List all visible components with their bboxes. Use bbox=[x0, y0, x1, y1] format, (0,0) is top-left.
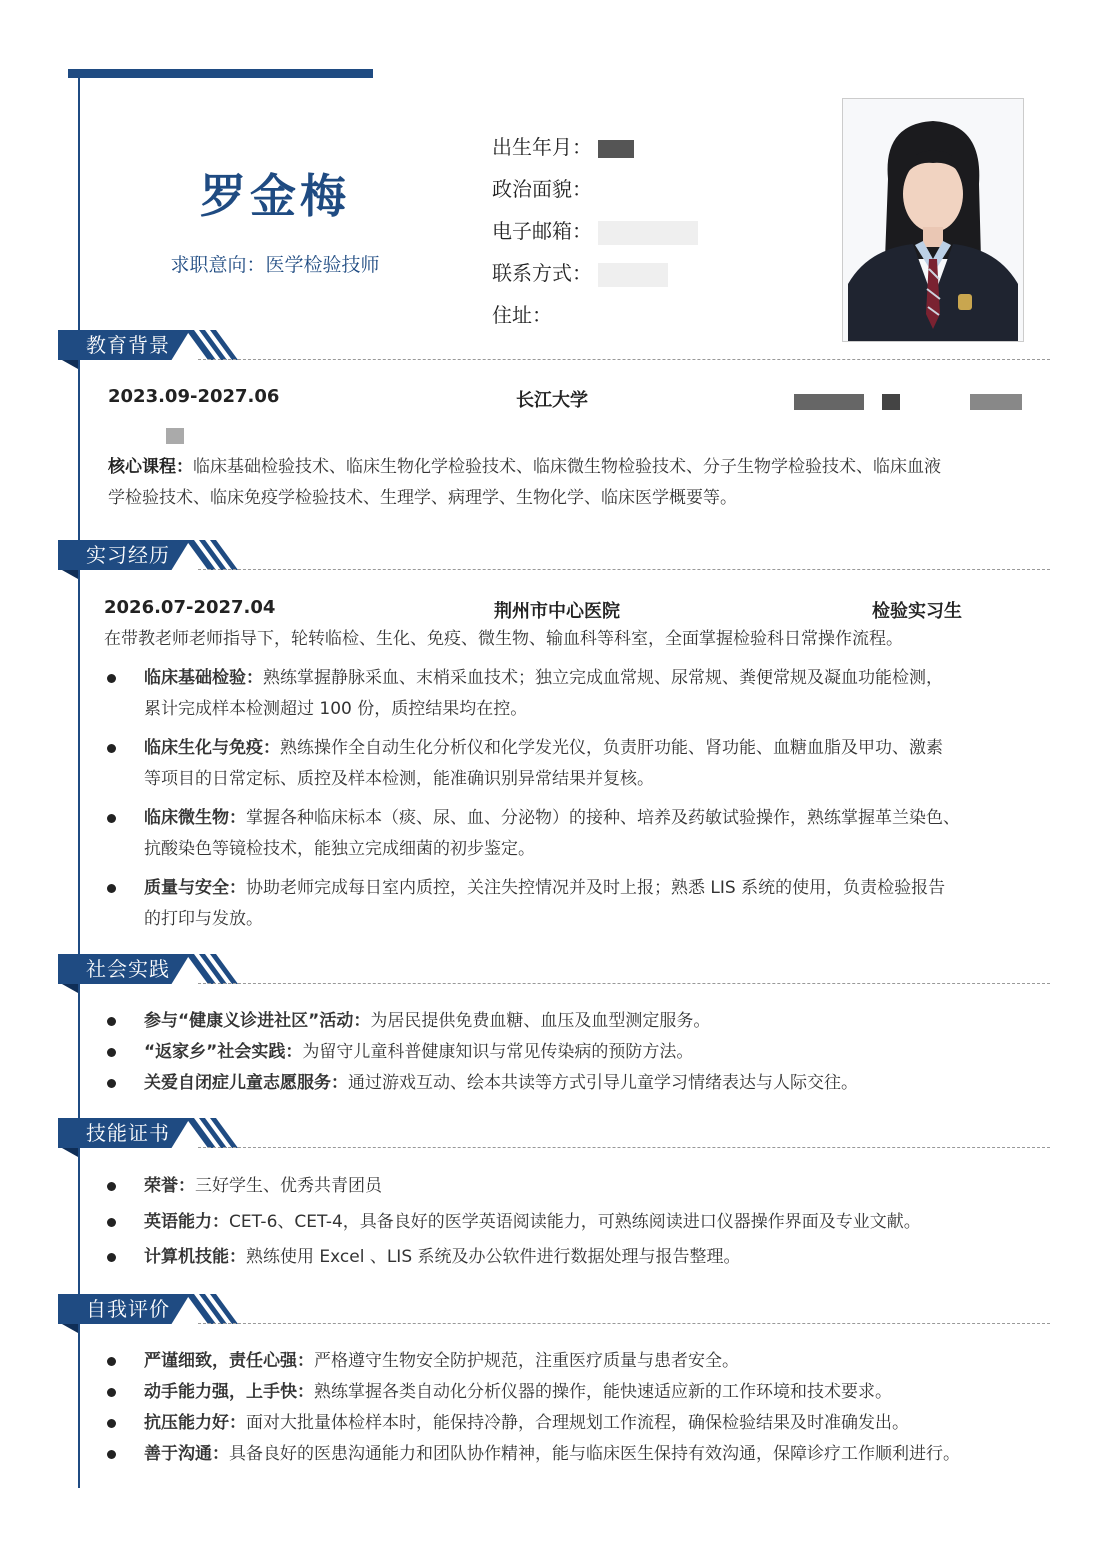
section-notch bbox=[62, 1148, 78, 1157]
courses-line1: 临床基础检验技术、临床生物化学检验技术、临床微生物检验技术、分子生物学检验技术、临床血液 bbox=[193, 457, 941, 477]
bullet-dot bbox=[107, 1388, 116, 1397]
item-label: 严谨细致，责任心强： bbox=[144, 1351, 314, 1371]
intern-summary: 在带教老师老师指导下，轮转临检、生化、免疫、微生物、输血科等科室，全面掌握检验科日常操作流程。 bbox=[104, 629, 903, 649]
info-phone-label: 联系方式： bbox=[492, 261, 592, 285]
intern-item-biochem bbox=[144, 733, 1044, 795]
social-item bbox=[144, 1068, 1044, 1099]
item-text: 熟练掌握各类自动化分析仪器的操作，能快速适应新的工作环境和技术要求。 bbox=[314, 1382, 892, 1402]
item-label: 临床基础检验： bbox=[144, 668, 263, 688]
bullet-dot bbox=[107, 1253, 116, 1262]
section-divider bbox=[198, 1147, 1050, 1148]
courses-label: 核心课程： bbox=[108, 457, 193, 477]
item-label: 临床生化与免疫： bbox=[144, 738, 280, 758]
bullet-dot bbox=[107, 744, 116, 753]
job-objective: 求职意向：医学检验技师 bbox=[170, 254, 380, 276]
item-text: 为居民提供免费血糖、血压及血型测定服务。 bbox=[370, 1011, 711, 1031]
item-label: 动手能力强，上手快： bbox=[144, 1382, 314, 1402]
section-internship bbox=[58, 540, 1050, 580]
info-email-label: 电子邮箱： bbox=[492, 219, 592, 243]
item-label: 质量与安全： bbox=[144, 878, 246, 898]
bullet-dot bbox=[107, 1357, 116, 1366]
item-label: 参与“健康义诊进社区”活动： bbox=[144, 1011, 371, 1031]
section-divider bbox=[198, 1323, 1050, 1324]
social-item bbox=[144, 1006, 1044, 1037]
section-stripes bbox=[186, 1294, 242, 1324]
courses-line2: 学检验技术、临床免疫学检验技术、生理学、病理学、生物化学、临床医学概要等。 bbox=[108, 488, 737, 508]
edu-courses bbox=[108, 452, 1048, 514]
redacted-major bbox=[794, 394, 864, 410]
item-label: 荣誉： bbox=[144, 1176, 195, 1196]
item-text: 熟练使用 Excel 、LIS 系统及办公软件进行数据处理与报告整理。 bbox=[246, 1247, 741, 1267]
bullet-dot bbox=[107, 1218, 116, 1227]
section-notch bbox=[62, 360, 78, 369]
bullet-dot bbox=[107, 1182, 116, 1191]
item-line1: 熟练操作全自动生化分析仪和化学发光仪，负责肝功能、肾功能、血糖血脂及甲功、激素 bbox=[280, 738, 943, 758]
item-label: 临床微生物： bbox=[144, 808, 246, 828]
info-birth bbox=[492, 130, 698, 172]
profile-photo bbox=[842, 98, 1024, 342]
info-birth-label: 出生年月： bbox=[492, 135, 592, 159]
item-label: 英语能力： bbox=[144, 1212, 229, 1232]
redacted-phone bbox=[598, 263, 668, 287]
redacted-email bbox=[598, 221, 698, 245]
section-title: 技能证书 bbox=[86, 1121, 170, 1145]
info-political bbox=[492, 172, 698, 214]
item-text: 面对大批量体检样本时，能保持冷静，合理规划工作流程，确保检验结果及时准确发出。 bbox=[246, 1413, 909, 1433]
bullet-dot bbox=[107, 1450, 116, 1459]
section-stripes bbox=[186, 330, 242, 360]
section-social bbox=[58, 954, 1050, 994]
intern-org: 荆州市中心医院 bbox=[494, 601, 620, 622]
item-line1: 掌握各种临床标本（痰、尿、血、分泌物）的接种、培养及药敏试验操作，熟练掌握革兰染色、 bbox=[246, 808, 960, 828]
item-label: 抗压能力好： bbox=[144, 1413, 246, 1433]
top-accent-bar bbox=[68, 69, 373, 78]
item-line2: 累计完成样本检测超过 100 份，质控结果均在控。 bbox=[144, 699, 528, 719]
info-phone bbox=[492, 256, 698, 298]
bullet-dot bbox=[107, 1048, 116, 1057]
bullet-dot bbox=[107, 814, 116, 823]
self-item bbox=[144, 1346, 1064, 1377]
bullet-dot bbox=[107, 1079, 116, 1088]
personal-info bbox=[492, 130, 698, 340]
bullet-dot bbox=[107, 1017, 116, 1026]
bullet-dot bbox=[107, 1419, 116, 1428]
skill-item bbox=[144, 1171, 1044, 1202]
item-line2: 抗酸染色等镜检技术，能独立完成细菌的初步鉴定。 bbox=[144, 839, 535, 859]
intern-role: 检验实习生 bbox=[872, 601, 962, 622]
self-item bbox=[144, 1377, 1064, 1408]
section-self bbox=[58, 1294, 1050, 1334]
section-education bbox=[58, 330, 1050, 370]
left-accent-rule bbox=[78, 78, 80, 1488]
candidate-name: 罗金梅 bbox=[200, 169, 350, 223]
redacted-birth bbox=[598, 140, 634, 158]
item-label: 计算机技能： bbox=[144, 1247, 246, 1267]
info-political-label: 政治面貌： bbox=[492, 177, 592, 201]
skill-item bbox=[144, 1242, 1044, 1273]
skill-item bbox=[144, 1207, 1044, 1238]
item-line1: 熟练掌握静脉采血、末梢采血技术；独立完成血常规、尿常规、粪便常规及凝血功能检测， bbox=[263, 668, 943, 688]
section-title: 实习经历 bbox=[86, 543, 170, 567]
bullet-dot bbox=[107, 674, 116, 683]
edu-school: 长江大学 bbox=[516, 390, 588, 411]
section-stripes bbox=[186, 1118, 242, 1148]
section-skills bbox=[58, 1118, 1050, 1158]
item-text: 三好学生、优秀共青团员 bbox=[195, 1176, 382, 1196]
item-line2: 的打印与发放。 bbox=[144, 909, 263, 929]
social-item bbox=[144, 1037, 1044, 1068]
section-notch bbox=[62, 1324, 78, 1333]
info-email bbox=[492, 214, 698, 256]
section-notch bbox=[62, 570, 78, 579]
item-label: 关爱自闭症儿童志愿服务： bbox=[144, 1073, 348, 1093]
item-line2: 等项目的日常定标、质控及样本检测，能准确识别异常结果并复核。 bbox=[144, 769, 654, 789]
item-text: 具备良好的医患沟通能力和团队协作精神，能与临床医生保持有效沟通，保障诊疗工作顺利进行。 bbox=[229, 1444, 960, 1464]
item-text: 通过游戏互动、绘本共读等方式引导儿童学习情绪表达与人际交往。 bbox=[348, 1073, 858, 1093]
intern-item-lab bbox=[144, 663, 1044, 725]
intern-period: 2026.07-2027.04 bbox=[104, 597, 276, 618]
intern-item-micro bbox=[144, 803, 1044, 865]
section-divider bbox=[198, 569, 1050, 570]
section-title: 社会实践 bbox=[86, 957, 170, 981]
item-label: 善于沟通： bbox=[144, 1444, 229, 1464]
edu-period: 2023.09-2027.06 bbox=[108, 386, 280, 407]
section-title: 教育背景 bbox=[86, 333, 170, 357]
item-line1: 协助老师完成每日室内质控，关注失控情况并及时上报；熟悉 LIS 系统的使用，负责检验报告 bbox=[246, 878, 946, 898]
bullet-dot bbox=[107, 884, 116, 893]
item-label: “返家乡”社会实践： bbox=[144, 1042, 303, 1062]
section-divider bbox=[198, 983, 1050, 984]
section-divider bbox=[198, 359, 1050, 360]
portrait-illustration bbox=[843, 99, 1023, 341]
self-item bbox=[144, 1439, 1074, 1470]
info-address-label: 住址： bbox=[492, 303, 552, 327]
section-title: 自我评价 bbox=[86, 1297, 170, 1321]
item-text: 严格遵守生物安全防护规范，注重医疗质量与患者安全。 bbox=[314, 1351, 739, 1371]
item-text: 为留守儿童科普健康知识与常见传染病的预防方法。 bbox=[302, 1042, 694, 1062]
redacted-extra bbox=[166, 428, 184, 444]
section-stripes bbox=[186, 540, 242, 570]
redacted-gpa bbox=[970, 394, 1022, 410]
item-text: CET-6、CET-4，具备良好的医学英语阅读能力，可熟练阅读进口仪器操作界面及专业文献。 bbox=[229, 1212, 921, 1232]
intern-item-quality bbox=[144, 873, 1044, 935]
section-stripes bbox=[186, 954, 242, 984]
section-notch bbox=[62, 984, 78, 993]
redacted-degree bbox=[882, 394, 900, 410]
self-item bbox=[144, 1408, 1064, 1439]
